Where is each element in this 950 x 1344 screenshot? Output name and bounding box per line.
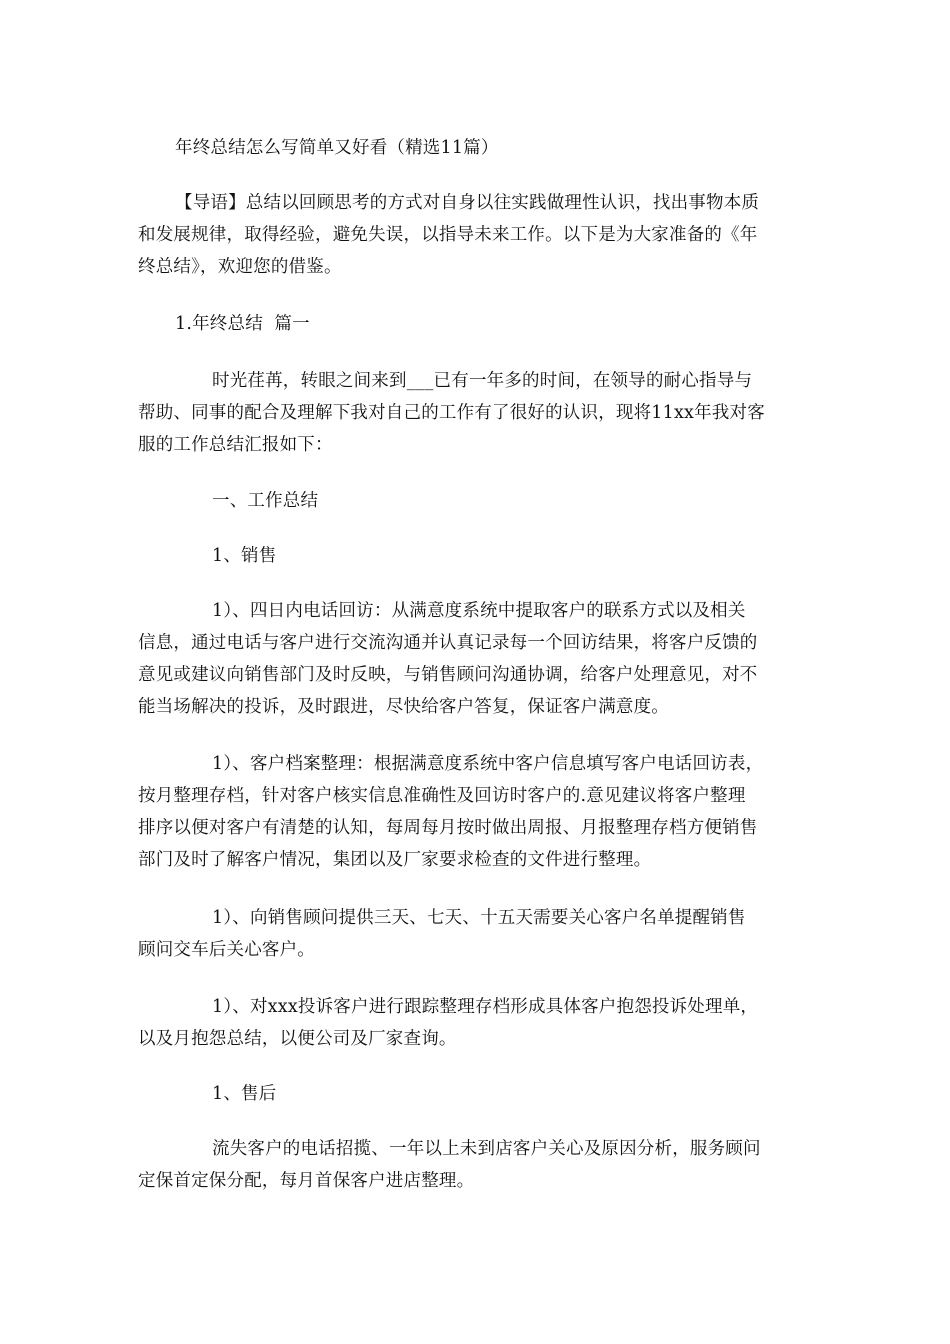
paragraph-2-line-4: 能当场解决的投诉，及时跟进，尽快给客户答复，保证客户满意度。 (138, 697, 669, 717)
paragraph-1-line-1: 时光荏苒，转眼之间来到___已有一年多的时间，在领导的耐心指导与 (212, 371, 753, 391)
intro-line-2: 和发展规律，取得经验，避免失误，以指导未来工作。以下是为大家准备的《年 (138, 225, 758, 245)
paragraph-2-line-1: 1）、四日内电话回访：从满意度系统中提取客户的联系方式以及相关 (212, 601, 746, 621)
paragraph-4-line-2: 顾问交车后关心客户。 (138, 940, 315, 960)
intro-line-3: 终总结》，欢迎您的借鉴。 (138, 257, 342, 277)
paragraph-3-line-3: 排序以便对客户有清楚的认知，每周每月按时做出周报、月报整理存档方便销售 (138, 818, 758, 838)
section-heading: 1.年终总结 篇一 (175, 314, 310, 334)
paragraph-1-line-2: 帮助、同事的配合及理解下我对自己的工作有了很好的认识，现将11xx年我对客 (138, 403, 765, 423)
paragraph-5-line-1: 1）、对xxx投诉客户进行跟踪整理存档形成具体客户抱怨投诉处理单， (212, 997, 759, 1017)
paragraph-5-line-2: 以及月抱怨总结，以便公司及厂家查询。 (138, 1029, 457, 1049)
paragraph-3-line-4: 部门及时了解客户情况，集团以及厂家要求检查的文件进行整理。 (138, 850, 652, 870)
document-title: 年终总结怎么写简单又好看（精选11篇） (175, 138, 499, 158)
heading-sales: 1、销售 (212, 546, 277, 566)
paragraph-2-line-3: 意见或建议向销售部门及时反映，与销售顾问沟通协调，给客户处理意见，对不 (138, 665, 758, 685)
paragraph-1-line-3: 服的工作总结汇报如下： (138, 435, 333, 455)
paragraph-2-line-2: 信息，通过电话与客户进行交流沟通并认真记录每一个回访结果，将客户反馈的 (138, 633, 758, 653)
paragraph-3-line-1: 1）、客户档案整理：根据满意度系统中客户信息填写客户电话回访表， (212, 754, 764, 774)
paragraph-6-line-1: 流失客户的电话招揽、一年以上未到店客户关心及原因分析，服务顾问 (212, 1139, 761, 1159)
heading-after-sales: 1、售后 (212, 1084, 277, 1104)
intro-line-1: 【导语】总结以回顾思考的方式对自身以往实践做理性认识，找出事物本质 (175, 193, 760, 213)
paragraph-3-line-2: 按月整理存档，针对客户核实信息准确性及回访时客户的.意见建议将客户整理 (138, 786, 746, 806)
heading-work-summary: 一、工作总结 (212, 491, 319, 511)
paragraph-4-line-1: 1）、向销售顾问提供三天、七天、十五天需要关心客户名单提醒销售 (212, 908, 746, 928)
paragraph-6-line-2: 定保首定保分配，每月首保客户进店整理。 (138, 1171, 475, 1191)
